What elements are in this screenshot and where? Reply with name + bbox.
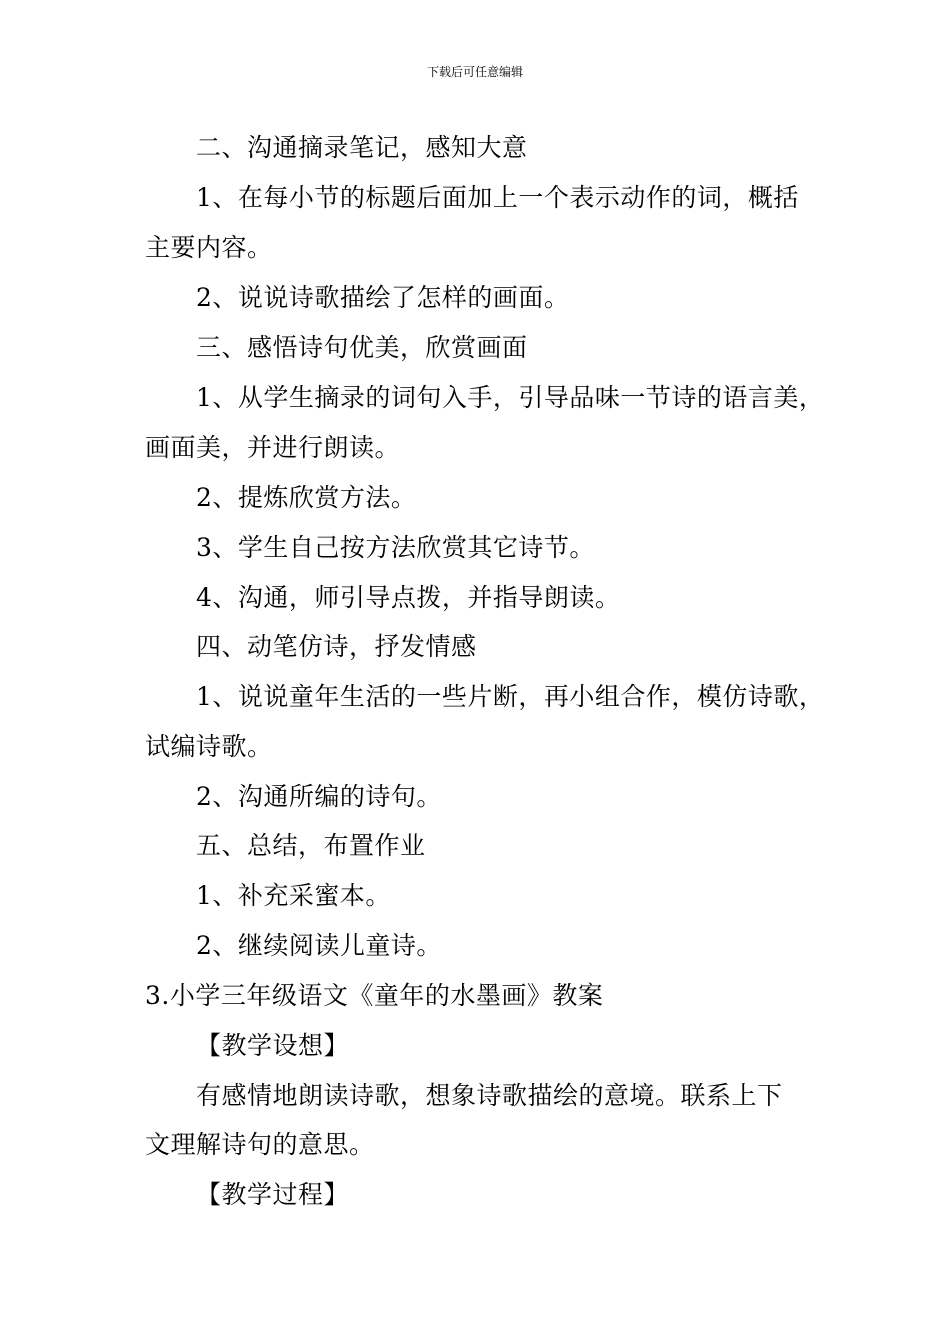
paragraph-line: 试编诗歌。 [145,732,273,761]
subheading-teaching-process: 【教学过程】 [196,1180,350,1209]
paragraph-line: 1、从学生摘录的词句入手，引导品味一节诗的语言美， [196,383,825,412]
page-header: 下载后可任意编辑 [426,65,523,79]
section-heading-4: 四、动笔仿诗，抒发情感 [196,632,477,661]
paragraph-line: 4、沟通，师引导点拨，并指导朗读。 [196,583,621,612]
subheading-teaching-idea: 【教学设想】 [196,1031,350,1060]
paragraph-line: 1、补充采蜜本。 [196,881,391,910]
paragraph-line: 主要内容。 [145,233,273,262]
paragraph-line: 画面美，并进行朗读。 [145,433,401,462]
paragraph-line: 3、学生自己按方法欣赏其它诗节。 [196,533,595,562]
paragraph-line: 2、提炼欣赏方法。 [196,483,417,512]
paragraph-line: 文理解诗句的意思。 [145,1130,375,1159]
paragraph-line: 1、说说童年生活的一些片断，再小组合作，模仿诗歌， [196,682,825,711]
paragraph-line: 有感情地朗读诗歌，想象诗歌描绘的意境。联系上下 [196,1081,783,1110]
paragraph-line: 2、说说诗歌描绘了怎样的画面。 [196,283,570,312]
section-heading-2: 二、沟通摘录笔记，感知大意 [196,133,528,162]
lesson-title: 3.小学三年级语文《童年的水墨画》教案 [145,981,604,1010]
paragraph-line: 1、在每小节的标题后面加上一个表示动作的词，概括 [196,183,799,212]
section-heading-3: 三、感悟诗句优美，欣赏画面 [196,333,528,362]
paragraph-line: 2、沟通所编的诗句。 [196,782,442,811]
paragraph-line: 2、继续阅读儿童诗。 [196,931,442,960]
section-heading-5: 五、总结，布置作业 [196,831,426,860]
